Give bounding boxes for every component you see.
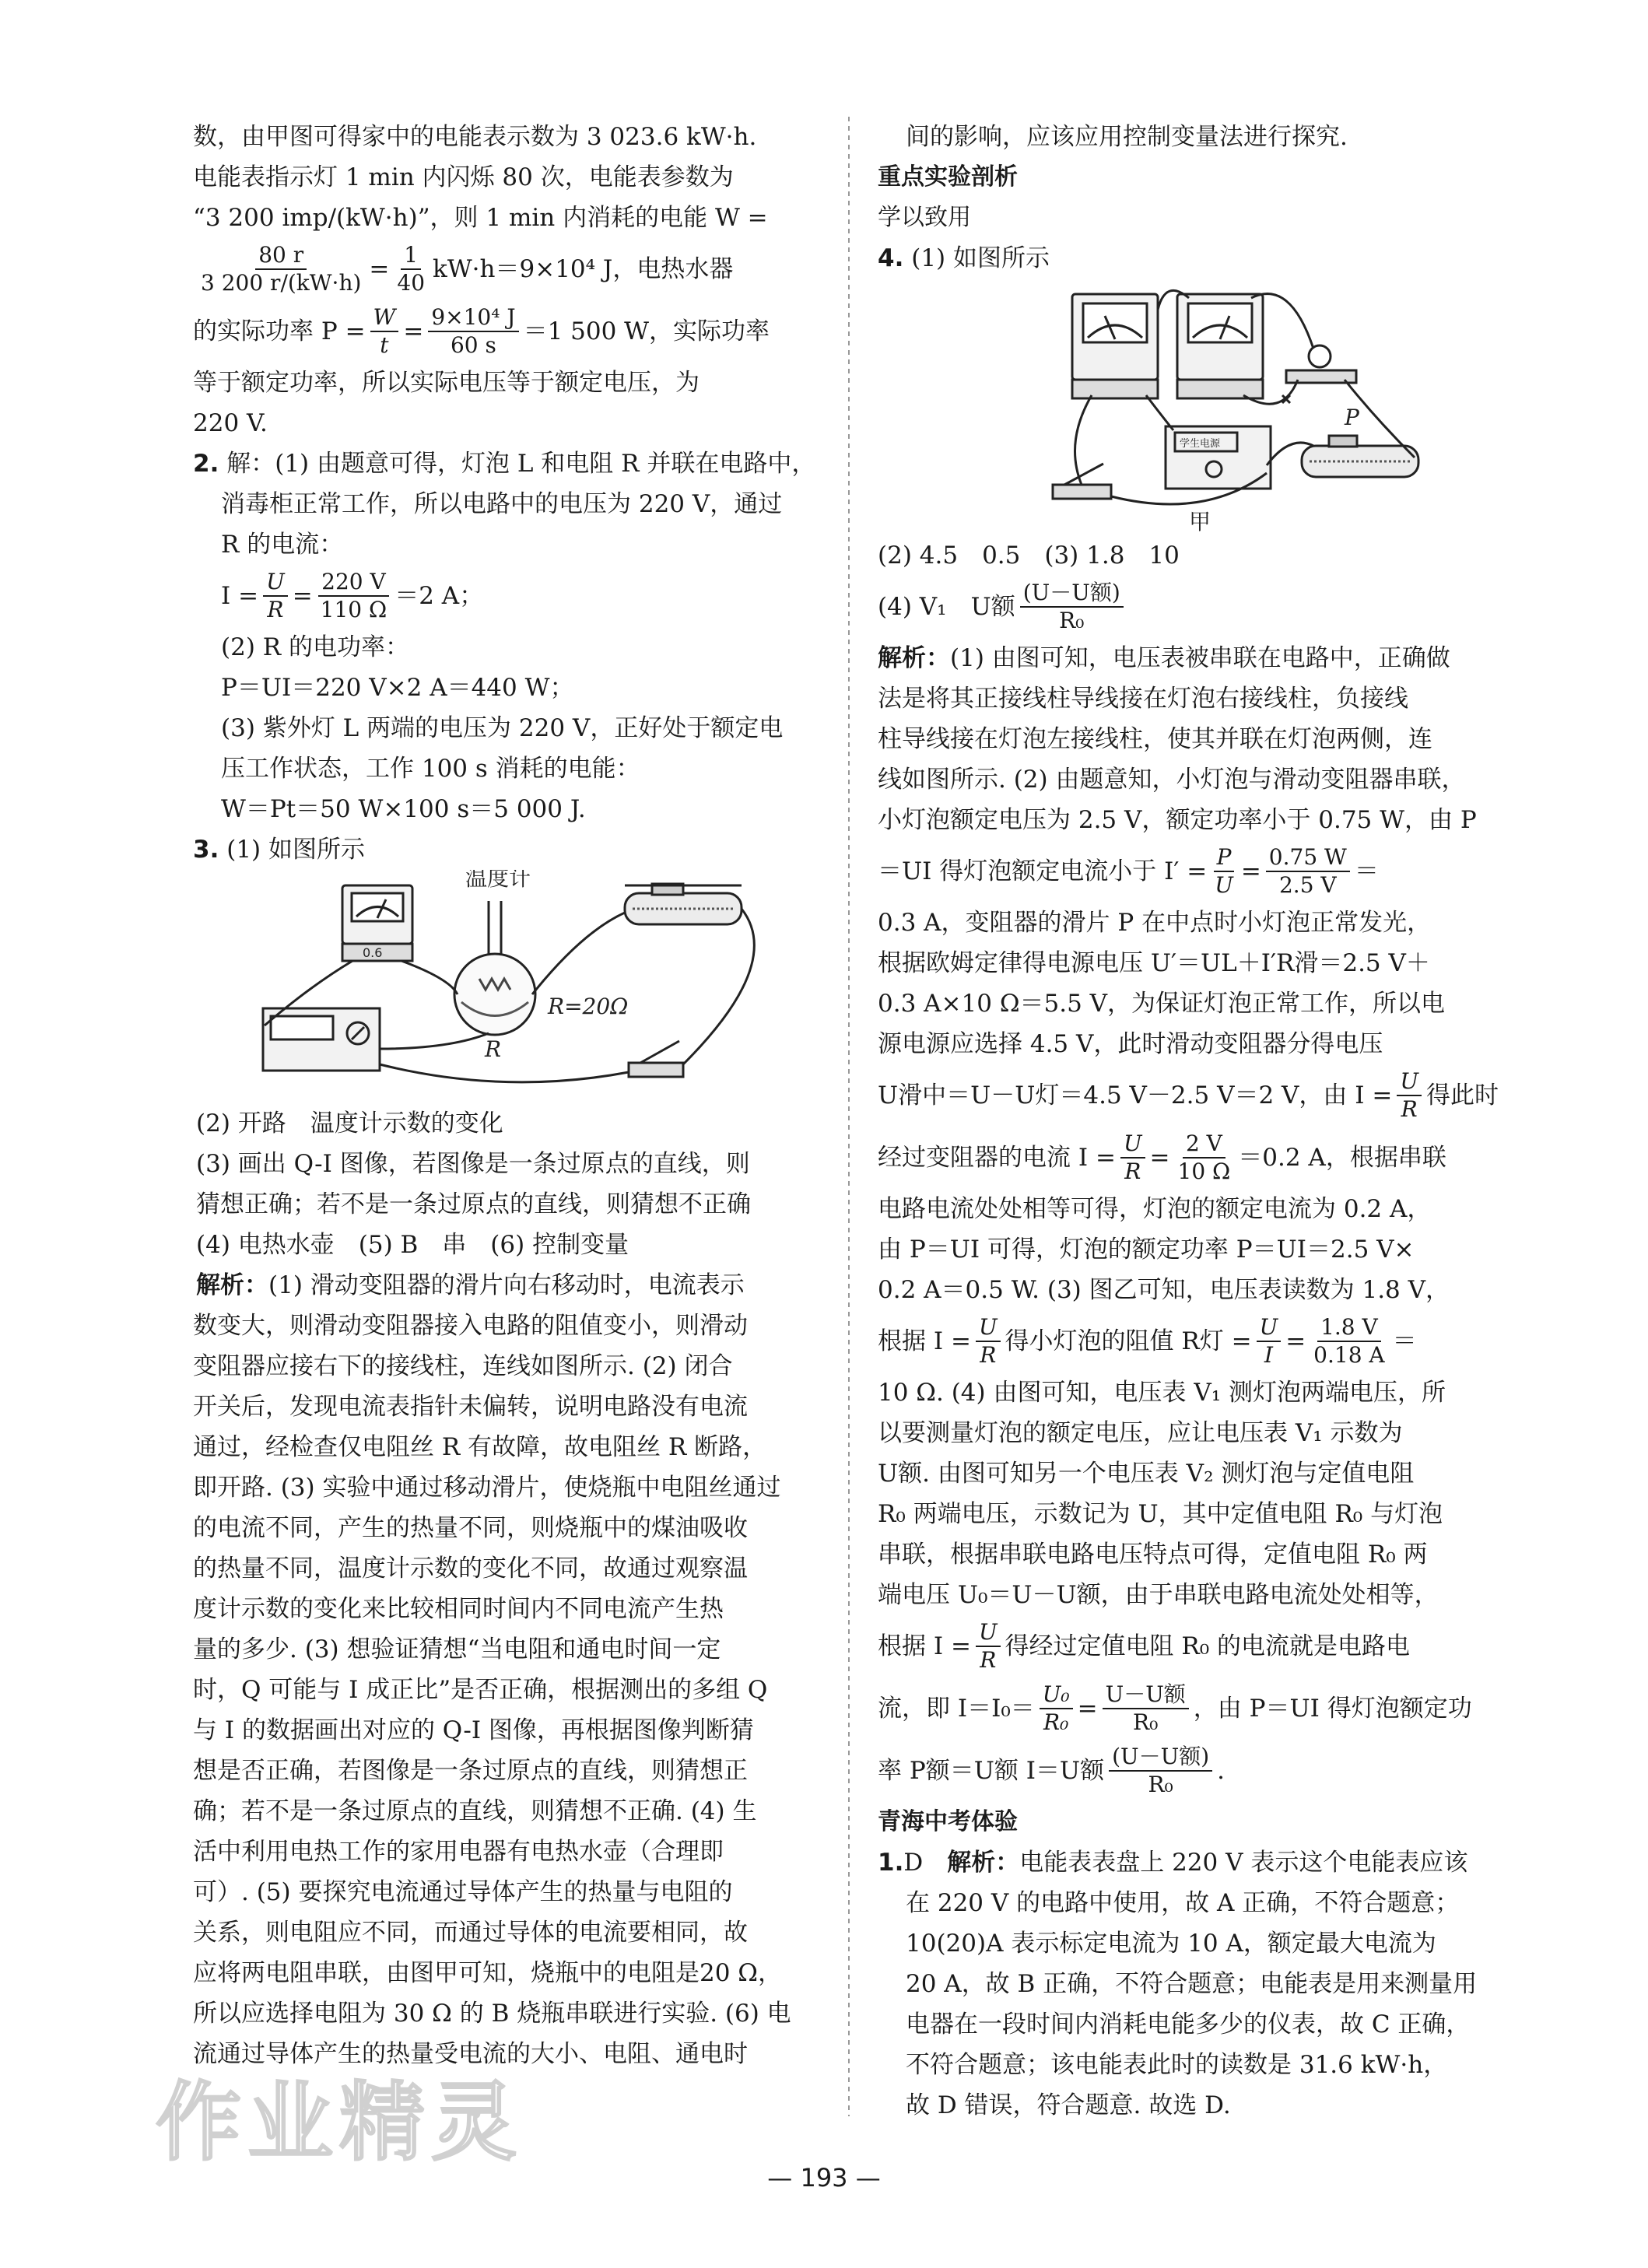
fraction: $\frac{80 r}{3 200 r/(kW\cdot h)}$ (201, 242, 362, 296)
subsection-heading: 学以致用 (878, 204, 971, 231)
fraction: $\frac{W}{t}$ (370, 304, 399, 359)
text-line: 时，Q 可能与 I 成正比”是否正确，根据测出的多组 Q (193, 1676, 768, 1704)
text-line: 消毒柜正常工作，所以电路中的电压为 220 V，通过 (221, 490, 783, 518)
question-4-line: 4. (1) 如图所示 (878, 244, 1050, 272)
text-line: 量的多少. (3) 想验证猜想“当电阻和通电时间一定 (193, 1635, 721, 1663)
text-line: 电器在一段时间内消耗电能多少的仪表，故 C 正确， (906, 2010, 1471, 2038)
text-line: 即开路. (3) 实验中通过移动滑片，使烧瓶中电阻丝通过 (193, 1474, 781, 1502)
circuit-diagram-2 (878, 279, 1509, 535)
text-line: 法是将其正接线柱导线接在灯泡右接线柱，负接线 (878, 685, 1408, 713)
analysis-line: 解析：(1) 由图可知，电压表被串联在电路中，正确做 (878, 644, 1450, 672)
circuit-diagram-1 (193, 870, 822, 1103)
analysis-line: 解析：(1) 滑动变阻器的滑片向右移动时，电流表示 (196, 1271, 745, 1299)
text-line: 电路电流处处相等可得，灯泡的额定电流为 0.2 A， (878, 1195, 1432, 1223)
text-line: 根据欧姆定律得电源电压 U′＝UL＋I′R滑＝2.5 V＋ (878, 949, 1430, 977)
formula-line: 流，即 I＝I₀＝ $\frac{\text{U₀}}{\text{R₀}}$ = U－U额 R₀ ，由 P＝UI 得灯泡额定功 (878, 1681, 1472, 1735)
formula-line: 的实际功率 P = $\frac{W}{t}$ = $\frac{\text{9×10⁴ J}}{60 s}$ ＝1 500 W，实际功率 (193, 304, 770, 358)
fraction: $\frac{U}{R}$ (263, 569, 288, 623)
formula-line: $\frac{80 r}{3 200 r/(kW\cdot h)}$ = $\frac{1}{40}$ kW·h＝9×10⁴ J，电热水器 (193, 238, 822, 300)
text-line: 不符合题意；该电能表此时的读数是 31.6 kW·h， (906, 2051, 1448, 2079)
text-line: P＝UI＝220 V×2 A＝440 W； (221, 674, 574, 702)
text-line: 源电源应选择 4.5 V，此时滑动变阻器分得电压 (878, 1030, 1383, 1058)
text-line: (2) 4.5 0.5 (3) 1.8 10 (878, 542, 1180, 570)
text-line: R 的电流： (221, 531, 344, 559)
text-line: (3) 紫外灯 L 两端的电压为 220 V，正好处于额定电 (221, 714, 784, 742)
text-line: R₀ 两端电压，示数记为 U，其中定值电阻 R₀ 与灯泡 (878, 1500, 1443, 1528)
text-line: (4) 电热水壶 (5) B 串 (6) 控制变量 (196, 1231, 629, 1259)
formula-line: U滑中＝U－U灯＝4.5 V－2.5 V＝2 V，由 I = $\frac{U}{R}$ 得此时 (878, 1068, 1499, 1122)
fraction: $\frac{1}{40}$ (397, 242, 426, 296)
text-line: 0.3 A×10 Ω＝5.5 V，为保证灯泡正常工作，所以电 (878, 990, 1446, 1018)
section-heading: 青海中考体验 (878, 1808, 1018, 1835)
text-line: 线如图所示. (2) 由题意知，小灯泡与滑动变阻器串联， (878, 766, 1466, 794)
fraction: (U－U额) R₀ (1020, 580, 1124, 634)
text-line: 220 V. (193, 409, 268, 437)
question-2-line: 2. 解：(1) 由题意可得，灯泡 L 和电阻 R 并联在电路中， (193, 450, 816, 478)
text-line: 0.3 A，变阻器的滑片 P 在中点时小灯泡正常发光， (878, 909, 1432, 937)
text-line: 确；若不是一条过原点的直线，则猜想不正确. (4) 生 (193, 1797, 757, 1825)
figure-caption: 甲 (1189, 509, 1211, 535)
text-line: 柱导线接在灯泡左接线柱，使其并联在灯泡两侧，连 (878, 725, 1432, 753)
text-line: 电能表指示灯 1 min 内闪烁 80 次，电能表参数为 (193, 163, 734, 191)
circuit-figure-1 (193, 870, 822, 1103)
circuit-figure-2 (878, 279, 1509, 535)
text-line: “3 200 imp/(kW·h)”，则 1 min 内消耗的电能 W = (193, 204, 768, 232)
text-line: 在 220 V 的电路中使用，故 A 正确，不符合题意； (906, 1889, 1460, 1917)
text-line: 故 D 错误，符合题意. 故选 D. (906, 2091, 1231, 2119)
text-line: (3) 画出 Q-I 图像，若图像是一条过原点的直线，则 (196, 1150, 750, 1178)
section-heading: 重点实验剖析 (878, 163, 1018, 191)
text-line: 应将两电阻串联，由图甲可知，烧瓶中的电阻是20 Ω， (193, 1959, 783, 1987)
text-line: 压工作状态，工作 100 s 消耗的电能： (221, 755, 640, 783)
text-line: 可）. (5) 要探究电流通过导体产生的热量与电阻的 (193, 1878, 733, 1906)
formula-line: 根据 I = $\frac{U}{R}$ 得经过定值电阻 R₀ 的电流就是电路电 (878, 1619, 1411, 1673)
text-line: 度计示数的变化来比较相同时间内不同电流产生热 (193, 1595, 724, 1623)
slider-label: P (1345, 405, 1359, 430)
text-line: 数变大，则滑动变阻器接入电路的阻值变小，则滑动 (193, 1312, 748, 1340)
text-line: 串联，根据串联电路电压特点可得，定值电阻 R₀ 两 (878, 1541, 1428, 1569)
left-column (193, 117, 822, 2074)
ammeter-label: 0.6 (363, 945, 383, 960)
text-line: 想是否正确，若图像是一条过原点的直线，则猜想正 (193, 1757, 748, 1785)
text-line: 0.2 A＝0.5 W. (3) 图乙可知，电压表读数为 1.8 V， (878, 1276, 1450, 1304)
text-line: 数，由甲图可得家中的电能表示数为 3 023.6 kW·h. (193, 123, 757, 151)
text-line: 的热量不同，温度计示数的变化不同，故通过观察温 (193, 1555, 748, 1583)
text-line: 变阻器应接右下的接线柱，连线如图所示. (2) 闭合 (193, 1352, 733, 1380)
text-line: U额. 由图可知另一个电压表 V₂ 测灯泡与定值电阻 (878, 1460, 1415, 1488)
resistor-label: R (485, 1036, 502, 1062)
formula-line: 根据 I = $\frac{U}{R}$ 得小灯泡的阻值 R灯 = $\frac{U}{I}$ = $\frac{1.8 V}{0.18 A}$ ＝ (878, 1314, 1417, 1368)
text-line: 等于额定功率，所以实际电压等于额定电压，为 (193, 369, 700, 397)
text-line: 开关后，发现电流表指针未偏转，说明电路没有电流 (193, 1393, 748, 1421)
text-line: 10(20)A 表示标定电流为 10 A，额定最大电流为 (906, 1930, 1436, 1958)
formula-line: 经过变阻器的电流 I = $\frac{U}{R}$ = $\frac{2 V}{10 \Omega}$ ＝0.2 A，根据串联 (878, 1130, 1446, 1184)
formula-line: I = $\frac{U}{R}$ = $\frac{220 V}{110 \Omega}$ ＝2 A； (221, 569, 484, 622)
thermometer-label: 温度计 (465, 870, 531, 891)
text-line: 活中利用电热工作的家用电器有电热水壶（合理即 (193, 1838, 724, 1866)
text-line: 以要测量灯泡的额定电压，应让电压表 V₁ 示数为 (878, 1419, 1403, 1447)
text-line: 的电流不同，产生的热量不同，则烧瓶中的煤油吸收 (193, 1514, 748, 1542)
text-line: (2) 开路 温度计示数的变化 (196, 1109, 503, 1138)
text-line: 10 Ω. (4) 由图可知，电压表 V₁ 测灯泡两端电压，所 (878, 1379, 1446, 1407)
text-line: 由 P＝UI 可得，灯泡的额定功率 P＝UI＝2.5 V× (878, 1236, 1415, 1264)
text-line: W＝Pt＝50 W×100 s＝5 000 J. (221, 795, 586, 823)
fraction: $\frac{\text{9×10⁴ J}}{60 s}$ (428, 304, 518, 359)
page-number: — 193 — (767, 2163, 881, 2193)
text-line: 端电压 U₀＝U－U额，由于串联电路电流处处相等， (878, 1581, 1439, 1609)
formula-line: (4) V₁ U额 (U－U额) R₀ (878, 576, 1509, 638)
text-line: 猜想正确；若不是一条过原点的直线，则猜想不正确 (196, 1190, 751, 1218)
text-line: 关系，则电阻应不同，而通过导体的电流要相同，故 (193, 1919, 748, 1947)
formula-line: ＝UI 得灯泡额定电流小于 I′ = $\frac{P}{U}$ = $\frac{0.75 W}{2.5 V}$ ＝ (878, 844, 1379, 898)
right-column (878, 117, 1509, 2126)
text-line: 与 I 的数据画出对应的 Q-I 图像，再根据图像判断猜 (193, 1716, 754, 1744)
column-divider (848, 117, 850, 2116)
text-line: 小灯泡额定电压为 2.5 V，额定功率小于 0.75 W，由 P (878, 806, 1477, 834)
text-line: 20 A，故 B 正确，不符合题意；电能表是用来测量用 (906, 1970, 1478, 1998)
question-3-line: 3. (1) 如图所示 (193, 836, 365, 864)
power-supply-label: 学生电源 (1180, 438, 1221, 450)
text-line: (2) R 的电功率： (221, 633, 409, 661)
resistance-label: R=20Ω (548, 994, 629, 1019)
answer-line: 1.D 解析：电能表表盘上 220 V 表示这个电能表应该 (878, 1849, 1468, 1877)
formula-line: 率 P额＝U额 I＝U额 (U－U额) R₀ . (878, 1744, 1225, 1797)
fraction: $\frac{220 V}{110 \Omega}$ (317, 569, 391, 623)
text-line: 流通过导体产生的热量受电流的大小、电阻、通电时 (193, 2040, 748, 2068)
text-line: 所以应选择电阻为 30 Ω 的 B 烧瓶串联进行实验. (6) 电 (193, 2000, 791, 2028)
text-line: 通过，经检查仅电阻丝 R 有故障，故电阻丝 R 断路， (193, 1433, 767, 1461)
watermark: 作业精灵 (156, 2073, 523, 2172)
text-line: 间的影响，应该应用控制变量法进行探究. (906, 123, 1348, 151)
